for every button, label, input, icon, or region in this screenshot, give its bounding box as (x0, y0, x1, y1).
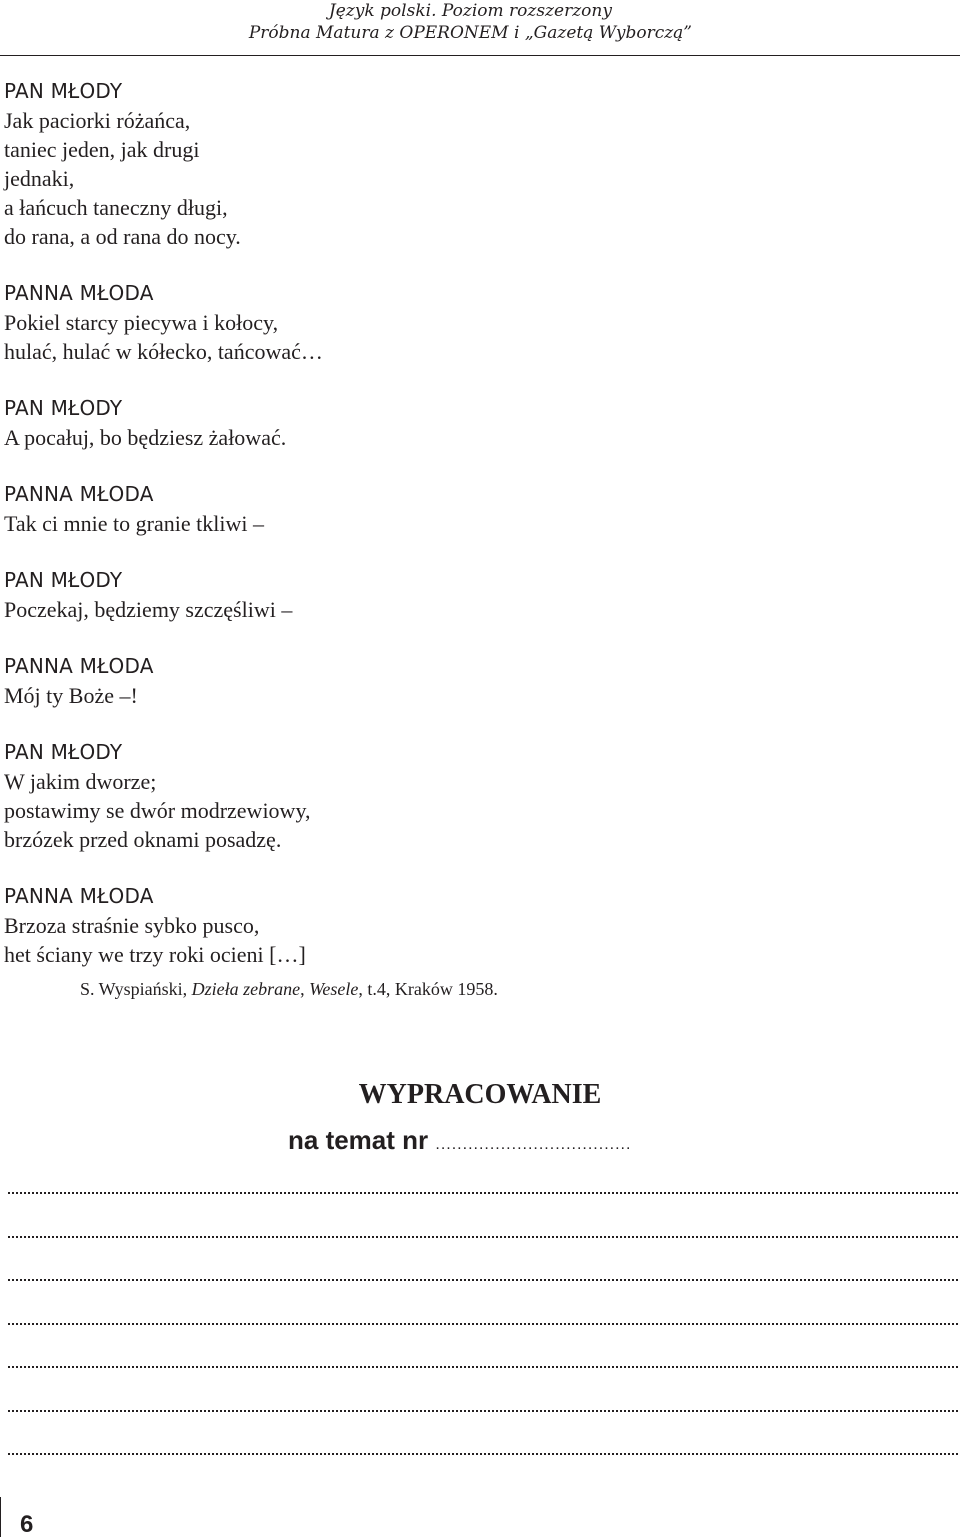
dialogue-block (4, 279, 604, 366)
verse-line: jednaki, (4, 166, 75, 191)
writing-line[interactable] (8, 1366, 958, 1368)
verse-line: Poczekaj, będziemy szczęśliwi – (4, 597, 293, 622)
dialogue-block (4, 480, 604, 538)
dialogue-block (4, 77, 604, 251)
essay-title-text: WYPRACOWANIE (358, 1079, 602, 1110)
dialogue-block (4, 652, 604, 710)
speaker-name: PANNA MŁODA (4, 281, 154, 305)
verse-line: hulać, hulać w kółecko, tańcować… (4, 339, 323, 364)
drama-excerpt (4, 77, 604, 997)
speaker-name: PAN MŁODY (4, 79, 123, 103)
verse-line: a łańcuch taneczny długi, (4, 195, 228, 220)
speaker-name: PANNA MŁODA (4, 482, 154, 506)
dialogue-block (4, 738, 604, 854)
source-work: Dzieła zebrane (191, 979, 301, 999)
verse-line: Brzoza straśnie sybko pusco, (4, 913, 260, 938)
speaker-name: PANNA MŁODA (4, 654, 154, 678)
verse-line: W jakim dworze; (4, 769, 157, 794)
source-citation: S. Wyspiański, Dzieła zebrane, Wesele, t.4, Kraków 1958. (80, 979, 498, 999)
writing-line[interactable] (8, 1323, 958, 1325)
verse-line: Tak ci mnie to granie tkliwi – (4, 511, 264, 536)
page-number: 6 (20, 1511, 34, 1538)
essay-topic (288, 1124, 631, 1161)
speaker-name: PAN MŁODY (4, 740, 123, 764)
page-number-rule (0, 1497, 1, 1537)
topic-number-blank[interactable]: .................................... (435, 1136, 632, 1153)
dialogue-block (4, 566, 604, 624)
verse-line: do rana, a od rana do nocy. (4, 224, 241, 249)
speaker-name: PANNA MŁODA (4, 884, 154, 908)
header-subject: Język polski. Poziom rozszerzony (328, 1, 612, 21)
verse-line: postawimy se dwór modrzewiowy, (4, 798, 311, 823)
topic-label: na temat nr (288, 1125, 429, 1155)
verse-line: Pokiel starcy piecywa i kołocy, (4, 310, 279, 335)
source-author: S. Wyspiański, (80, 979, 188, 999)
writing-line[interactable] (8, 1279, 958, 1281)
dialogue-block (4, 882, 604, 969)
source-title: Wesele (309, 979, 359, 999)
verse-line: A pocałuj, bo będziesz żałować. (4, 425, 287, 450)
essay-title (0, 1078, 960, 1112)
header-rule (0, 55, 960, 56)
speaker-name: PAN MŁODY (4, 568, 123, 592)
writing-line[interactable] (8, 1192, 958, 1194)
writing-line[interactable] (8, 1410, 958, 1412)
verse-line: brzózek przed oknami posadzę. (4, 827, 282, 852)
verse-line: het ściany we trzy roki ocieni […] (4, 942, 306, 967)
verse-line: Mój ty Boże –! (4, 683, 138, 708)
writing-line[interactable] (8, 1236, 958, 1238)
verse-line: taniec jeden, jak drugi (4, 137, 200, 162)
page-header (249, 0, 692, 44)
speaker-name: PAN MŁODY (4, 396, 123, 420)
source-details: , t.4, Kraków 1958. (358, 979, 498, 999)
verse-line: Jak paciorki różańca, (4, 108, 191, 133)
header-exam: Próbna Matura z OPERONEM i „Gazetą Wyborczą” (248, 23, 692, 43)
writing-line[interactable] (8, 1453, 958, 1455)
dialogue-block (4, 394, 604, 452)
